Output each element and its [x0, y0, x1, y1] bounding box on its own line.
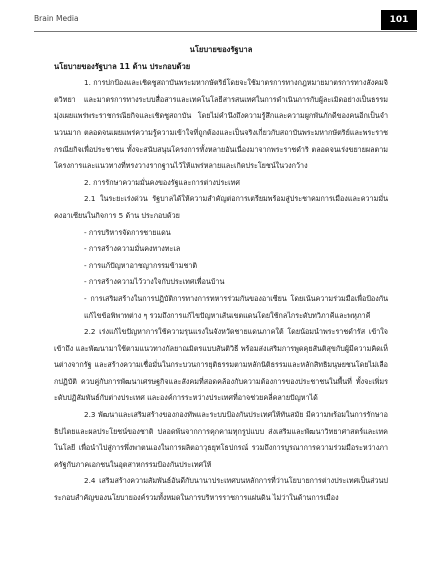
paragraph-2-1: 2.1 ในระยะเร่งด่วน รัฐบาลได้ให้ความสำคัญต่อการเตรียมพร้อมสู่ประชาคมการเมืองและความมั่นคงอาเซียนในกิจการ 5 ด้าน ประกอบด้วย	[54, 194, 388, 220]
paragraph-1: 1. การปกป้องและเชิดชูสถาบันพระมหากษัตริย์โดยจะใช้มาตรการทางกฎหมายมาตรการทางสังคมจิตวิทยา และมาตรการทางระบบสื่อสารและเทคโนโลยีสารสนเทศในการดำเนินการกับผู้ละเมิดอย่างเป็นธรรม มุ่งเผยแพร่พระราชกรณียกิจและเชิดชูสถาบัน โดยไม่คำนึงถึงความรู้สึกและความผูกพันภักดีของคนอีกเป็นจำนวนมาก ตลอดจนเผยแพร่ความรู้ความเข้าใจที่ถูกต้องและเป็นจริงเกี่ยวกับสถาบันพระมหากษัตริย์และพระราชกรณียกิจเพื่อประชาชน ทั้งจะสนับสนุนโครงการทั้งหลายอันเนื่องมาจากพระราชดำริ ตลอดจนเร่งขยายผลตามโครงการและแนวทางที่ทรงวางรากฐานไว้ให้แพร่หลายและเกิดประโยชน์ในวงกว้าง	[54, 78, 388, 171]
bullet-item: - การบริหารจัดการชายแดน	[84, 227, 171, 237]
page-number-badge: 101	[381, 10, 417, 30]
brand-label: Brain Media	[34, 14, 79, 23]
document-body	[54, 42, 388, 507]
paragraph-2-3: 2.3 พัฒนาและเสริมสร้างของกองทัพและระบบป้องกันประเทศให้ทันสมัย มีความพร้อมในการรักษาอธิปไตยและผลประโยชน์ของชาติ ปลอดพ้นจากการคุกคามทุกรูปแบบ ส่งเสริมและพัฒนาวิทยาศาสตร์และเทคโนโลยี เพื่อนำไปสู่การพึ่งพาตนเองในการผลิตอาวุธยุทโธปกรณ์ รวมถึงการบูรณาการความร่วมมือระหว่างภาครัฐกับภาคเอกชนในอุตสาหกรรมป้องกันประเทศให้	[54, 410, 388, 469]
section-heading: นโยบายของรัฐบาล 11 ด้าน ประกอบด้วย	[54, 61, 191, 71]
paragraph-2-2: 2.2 เร่งแก้ไขปัญหาการใช้ความรุนแรงในจังหวัดชายแดนภาคใต้ โดยน้อมนำพระราชดำรัส เข้าใจ เข้าถึง และพัฒนามาใช้ตามแนวทางกัลยาณมิตรแบบสันติวิธี พร้อมส่งเสริมการพูดคุยสันติสุขกับผู้มีความคิดเห็นต่างจากรัฐ และสร้างความเชื่อมั่นในกระบวนการยุติธรรมตามหลักนิติธรรมและหลักสิทธิมนุษยชนโดยไม่เลือกปฏิบัติ ควบคู่กับการพัฒนาเศรษฐกิจและสังคมที่สอดคล้องกับความต้องการของประชาชนในพื้นที่ ทั้งจะเพิ่มระดับปฏิสัมพันธ์กับต่างประเทศ และองค์การระหว่างประเทศที่อาจช่วยคลี่คลายปัญหาได้	[54, 327, 388, 403]
bullet-item: - การสร้างความไว้วางใจกับประเทศเพื่อนบ้าน	[84, 277, 225, 287]
paragraph-2-4: 2.4 เสริมสร้างความสัมพันธ์อันดีกับนานาประเทศบนหลักการที่ว่านโยบายการต่างประเทศเป็นส่วนประกอบสำคัญของนโยบายองค์รวมทั้งหมดในการบริหารราชการแผ่นดิน ไม่ว่าในด้านการเมือง	[54, 476, 388, 503]
bullet-item: - การสร้างความมั่นคงทางทะเล	[84, 244, 181, 254]
bullet-item: - การเสริมสร้างในการปฏิบัติการทางการทหารร่วมกันของอาเซียน โดยเน้นความร่วมมือเพื่อป้องกัน แก้ไขข้อพิพาทต่าง ๆ รวมถึงการแก้ไขปัญหาเส้นเขตแดนโดยใช้กลไกระดับทวิภาคีและพหุภาคี	[84, 293, 388, 320]
header-divider	[34, 31, 417, 32]
paragraph-2: 2. การรักษาความมั่นคงของรัฐและการต่างประเทศ	[84, 177, 240, 187]
bullet-item: - การแก้ปัญหาอาชญากรรมข้ามชาติ	[84, 260, 198, 270]
document-title: นโยบายของรัฐบาล	[189, 45, 253, 54]
